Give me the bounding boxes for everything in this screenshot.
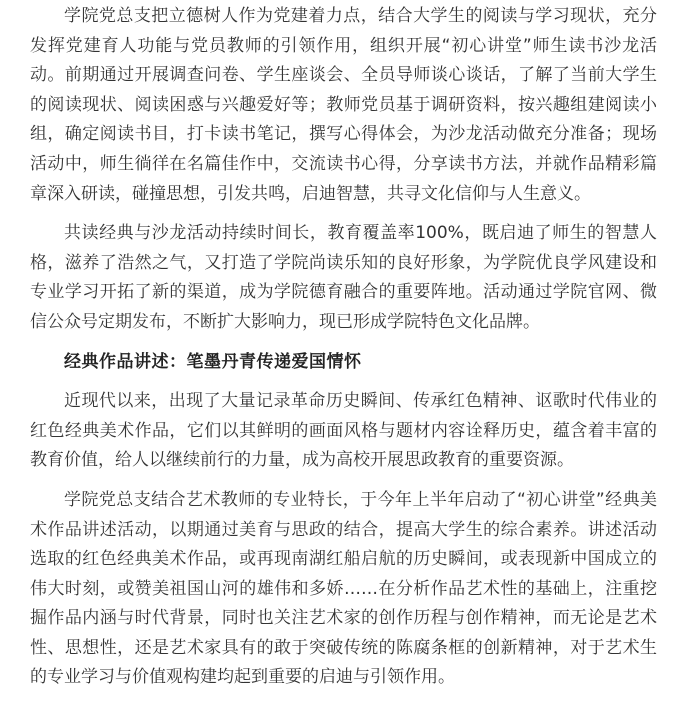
paragraph-red-classics: 近现代以来，出现了大量记录革命历史瞬间、传承红色精神、讴歌时代伟业的红色经典美术作品，它们以其鲜明的画面风格与题材内容诠释历史，蕴含着丰富的教育价值，给人以继续前行的力量，成为高校开展思政教育的重要资源。: [30, 391, 657, 471]
paragraph-salon-impact: 共读经典与沙龙活动持续时间长，教育覆盖率100%，既启迪了师生的智慧人格，滋养了浩然之气，又打造了学院尚读乐知的良好形象，为学院优良学风建设和专业学习开拓了新的渠道，成为学院德育融合的重要阵地。活动通过学院官网、微信公众号定期发布，不断扩大影响力，现已形成学院特色文化品牌。: [30, 223, 657, 332]
paragraph-reading-salon: 学院党总支把立德树人作为党建着力点，结合大学生的阅读与学习现状，充分发挥党建育人功能与党员教师的引领作用，组织开展“初心讲堂”师生读书沙龙活动。前期通过开展调查问卷、学生座谈会、全员导师谈心谈话，了解了当前大学生的阅读现状、阅读困惑与兴趣爱好等；教师党员基于调研资料，按兴趣组建阅读小组，确定阅读书目，打卡读书笔记，撰写心得体会，为沙龙活动做充分准备；现场活动中，师生徜徉在名篇佳作中，交流读书心得，分享读书方法，并就作品精彩篇章深入研读，碰撞思想，引发共鸣，启迪智慧，共寻文化信仰与人生意义。: [30, 6, 657, 204]
section-heading: 经典作品讲述：笔墨丹青传递爱国情怀: [64, 351, 362, 372]
paragraph-artwork-lectures: 学院党总支结合艺术教师的专业特长，于今年上半年启动了“初心讲堂”经典美术作品讲述活动，以期通过美育与思政的结合，提高大学生的综合素养。讲述活动选取的红色经典美术作品，或再现南湖红船启航的历史瞬间，或表现新中国成立的伟大时刻，或赞美祖国山河的雄伟和多娇……在分析作品艺术性的基础上，注重挖掘作品内涵与时代背景，同时也关注艺术家的创作历程与创作精神，而无论是艺术性、思想性，还是艺术家具有的敢于突破传统的陈腐条框的创新精神，对于艺术生的专业学习与价值观构建均起到重要的启迪与引领作用。: [30, 489, 657, 688]
